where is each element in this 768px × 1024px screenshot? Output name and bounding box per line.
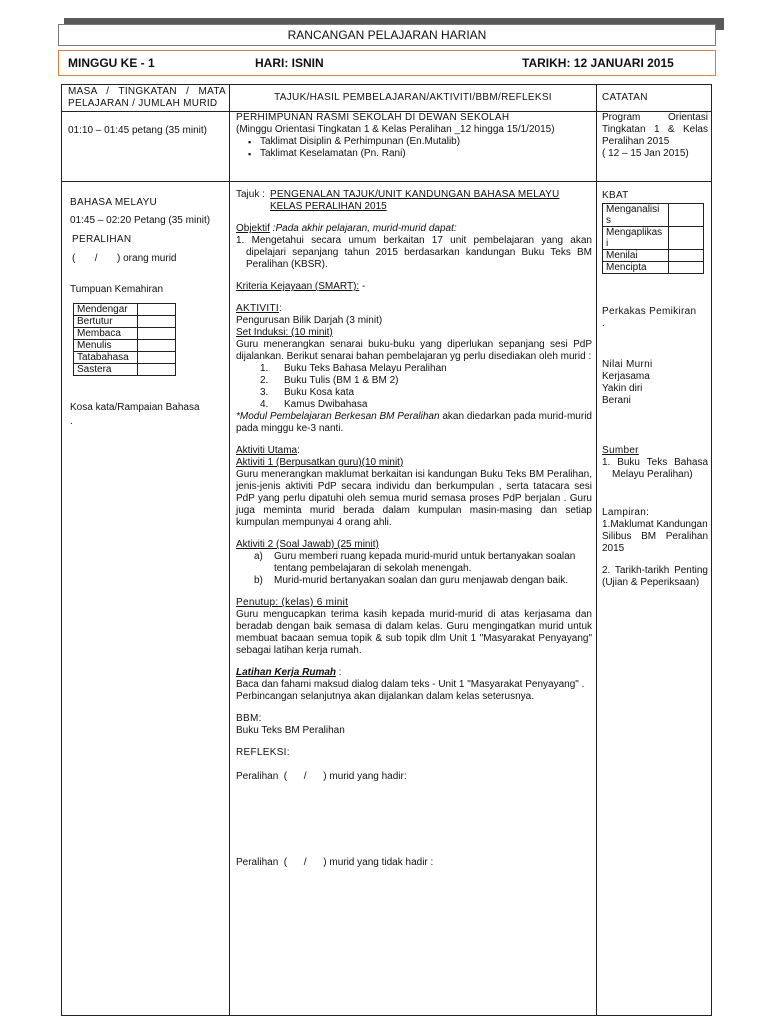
lampiran-label: Lampiran: xyxy=(602,507,650,518)
kriteria-label: Kriteria Kejayaan (SMART): xyxy=(236,281,360,292)
sumber-label: Sumber xyxy=(602,445,639,456)
bbm-label: BBM: xyxy=(236,713,262,724)
subject-label: BAHASA MELAYU xyxy=(70,197,158,208)
skills-table xyxy=(73,303,176,376)
kbat-item: Menilai xyxy=(603,250,669,262)
pengurusan: Pengurusan Bilik Darjah (3 minit) xyxy=(236,315,383,326)
murid-count: ( / ) orang murid xyxy=(72,253,177,264)
hari-label: HARI: ISNIN xyxy=(255,56,324,70)
kosa-label: Kosa kata/Rampaian Bahasa xyxy=(70,402,200,413)
document-title: RANCANGAN PELAJARAN HARIAN xyxy=(58,24,716,46)
tidak-hadir-line: Peralihan ( / ) murid yang tidak hadir : xyxy=(236,857,434,868)
nilai-item: Yakin diri xyxy=(602,383,643,394)
row1-subtitle: (Minggu Orientasi Tingkatan 1 & Kelas Peralihan _12 hingga 15/1/2015) xyxy=(236,124,555,135)
hadir-line: Peralihan ( / ) murid yang hadir: xyxy=(236,771,407,782)
aktiviti2-label: Aktiviti 2 (Soal Jawab) (25 minit) xyxy=(236,539,379,550)
skill-item: Menulis xyxy=(74,340,138,352)
tajuk-label: Tajuk : xyxy=(236,189,265,200)
objektif-intro: :Pada akhir pelajaran, murid-murid dapat: xyxy=(269,223,457,234)
aktiviti-label: AKTIVITI xyxy=(236,303,279,314)
sumber-item: 1. Buku Teks Bahasa xyxy=(602,457,708,468)
latihan-label: Latihan Kerja Rumah xyxy=(236,667,337,678)
refleksi-label: REFLEKSI: xyxy=(236,747,290,758)
modul-note: *Modul Pembelajaran Berkesan BM Peralihan akan diedarkan pada murid-murid pada minggu ke-3 nanti. xyxy=(236,411,592,434)
aktiviti2-a: a) Guru memberi ruang kepada murid-murid untuk bertanyakan soalan tentang pembelajaran di sekolah menengah. xyxy=(254,551,576,574)
list-item: 2. Buku Tulis (BM 1 & BM 2) xyxy=(260,375,399,386)
row1-content xyxy=(236,112,592,160)
perkakas-label: Perkakas Pemikiran xyxy=(602,306,697,317)
nilai-block xyxy=(602,359,706,407)
list-item: 3. Buku Kosa kata xyxy=(260,387,355,398)
skill-item: Membaca xyxy=(74,328,138,340)
utama-label: Aktiviti Utama xyxy=(236,445,298,456)
lesson-table xyxy=(61,84,712,1016)
lampiran-block: Lampiran: 1.Maklumat Kandungan Silibus BM Peralihan 2015 2. Tarikh-tarikh Penting (Ujian & Peperiksaan) xyxy=(602,507,708,588)
col3-header: CATATAN xyxy=(602,92,648,103)
objektif-label: Objektif xyxy=(236,223,270,234)
sumber-block: Sumber 1. Buku Teks Bahasa Melayu Peralihan) xyxy=(602,445,708,480)
row1-divider xyxy=(62,181,711,182)
row1-note: Program Orientasi Tingkatan 1 & Kelas Peralihan 2015 ( 12 – 15 Jan 2015) xyxy=(602,112,708,159)
col2-header: TAJUK/HASIL PEMBELAJARAN/AKTIVITI/BBM/REFLEKSI xyxy=(274,92,552,103)
row1-time: 01:10 – 01:45 petang (35 minit) xyxy=(68,125,207,136)
column-divider-1 xyxy=(229,85,230,1015)
set-induksi-text: Guru menerangkan senarai buku-buku yang diperlukan sepanjang sesi PdP dijalankan. Berikut senarai bahan pembelajaran yg perlu disediakan oleh murid : xyxy=(236,339,592,362)
aktiviti1-label: Aktiviti 1 (Berpusatkan guru)(10 minit) xyxy=(236,457,404,468)
nilai-label: Nilai Murni xyxy=(602,359,653,370)
subject-time: 01:45 – 02:20 Petang (35 minit) xyxy=(70,215,211,226)
nilai-item: Kerjasama xyxy=(602,371,650,382)
aktiviti2-b: b) Murid-murid bertanyakan soalan dan guru menjawab dengan baik. xyxy=(254,575,569,586)
set-induksi-label: Set Induksi: (10 minit) xyxy=(236,327,333,338)
class-label: PERALIHAN xyxy=(72,234,132,245)
list-item: 4. Kamus Dwibahasa xyxy=(260,399,368,410)
kbat-item: Mencipta xyxy=(603,262,669,274)
lesson-body: Tajuk : PENGENALAN TAJUK/UNIT KANDUNGAN BAHASA MELAYU KELAS PERALIHAN 2015 Objektif :Pada akhir pelajaran, murid-murid dapat: 1. Mengetahui secara umum berkaitan 17 unit pembelajaran yang akan dipelajari sepanjang tahun 2015 berdasarkan kandungan Buku Teks BM Peralihan (KBSR). Kriteria Kejayaan (SMART): - AKTIVITI: Pengurusan Bilik Darjah (3 minit) Set Induksi: (10 minit) Guru menerangkan senarai buku-buku yang diperlukan sepanjang sesi PdP dijalankan. Berikut senarai bahan pembelajaran yg perlu disediakan oleh murid : 1. Buku Teks Bahasa Melayu Peralihan 2. Buku Tulis (BM 1 & BM 2) 3. Buku Kosa kata 4. Kamus Dwibahasa *Modul Pembelajaran Berkesan BM Peralihan akan diedarkan pada murid-murid pada minggu ke-3 nanti. Aktiviti Utama: Aktiviti 1 (Berpusatkan guru)(10 minit) Guru menerangkan maklumat berkaitan isi kandungan Buku Teks BM Peralihan, jenis-jenis aktiviti PdP secara individu dan berkumpulan , serta tatacara sesi PdP yang perlu dipatuhi oleh semua murid semasa proses PdP berjalan . Guru juga meminta murid berada dalam kumpulan masin-masing dan setiap kumpulan mempunyai 4 orang ahli. Aktiviti 2 (Soal Jawab) (25 minit) a) Guru memberi ruang kepada murid-murid untuk bertanyakan soalan tentang pembelajaran di sekolah menengah. b) Murid-murid bertanyakan soalan dan guru menjawab dengan baik. Penutup: (kelas) 6 minit Guru mengucapkan terima kasih kepada murid-murid di atas kerjasama dan beradab dengan baik semasa di dalam kelas. Guru mengingatkan murid untuk membuat bacaan semua topik & sub topik dlm Unit 1 "Masyarakat Penyayang" sebagai latihan kerja rumah. Latihan Kerja Rumah : Baca dan fahami maksud dialog dalam teks - Unit 1 "Masyarakat Penyayang" . Perbincangan selanjutnya akan dijalankan dalam kelas seterusnya. BBM: Buku Teks BM Peralihan REFLEKSI: Peralihan ( / ) murid yang hadir: Peralihan ( / ) murid yang tidak hadir : xyxy=(236,189,592,868)
kbat-item: Menganalisi s xyxy=(603,204,669,227)
skill-item: Mendengar xyxy=(74,304,138,316)
latihan-text: Baca dan fahami maksud dialog dalam teks - Unit 1 "Masyarakat Penyayang" . Perbincangan selanjutnya akan dijalankan dalam kelas seterusnya. xyxy=(236,679,585,702)
column-divider-2 xyxy=(596,85,597,1015)
kbat-label: KBAT xyxy=(602,190,629,201)
aktiviti1-text: Guru menerangkan maklumat berkaitan isi kandungan Buku Teks BM Peralihan, jenis-jenis aktiviti PdP secara individu dan berkumpulan , serta tatacara sesi PdP yang perlu dipatuhi oleh semua murid semasa proses PdP berjalan . Guru juga meminta murid berada dalam kumpulan masin-masing dan setiap kumpulan mempunyai 4 orang ahli. xyxy=(236,469,592,528)
kbat-item: Mengaplikas i xyxy=(603,227,669,250)
perkakas-value: . xyxy=(602,318,605,329)
row1-title: PERHIMPUNAN RASMI SEKOLAH DI DEWAN SEKOLAH xyxy=(236,112,510,123)
penutup-label: Penutup: (kelas) 6 minit xyxy=(236,597,349,608)
row1-bullet: ▪ Taklimat Keselamatan (Pn. Rani) xyxy=(236,148,592,160)
skill-item: Sastera xyxy=(74,364,138,376)
bbm-value: Buku Teks BM Peralihan xyxy=(236,725,345,736)
row1-bullet: ▪ Taklimat Disiplin & Perhimpunan (En.Mutalib) xyxy=(236,136,592,148)
tarikh-label: TARIKH: 12 JANUARI 2015 xyxy=(522,56,674,70)
list-item: 1. Buku Teks Bahasa Melayu Peralihan xyxy=(260,363,447,374)
tajuk-line2: KELAS PERALIHAN 2015 xyxy=(270,201,387,212)
skill-item: Tatabahasa xyxy=(74,352,138,364)
books-list xyxy=(236,363,592,411)
nilai-item: Berani xyxy=(602,395,631,406)
kosa-value: . xyxy=(70,416,73,427)
info-bar xyxy=(58,50,716,76)
kbat-table xyxy=(602,203,704,274)
col1-header: MASA / TINGKATAN / MATA PELAJARAN / JUMLAH MURID xyxy=(68,86,226,109)
tajuk-line1: PENGENALAN TAJUK/UNIT KANDUNGAN BAHASA MELAYU xyxy=(270,189,560,200)
penutup-text: Guru mengucapkan terima kasih kepada murid-murid di atas kerjasama dan beradab dengan baik semasa di dalam kelas. Guru mengingatkan murid untuk membuat bacaan semua topik & sub topik dlm Unit 1 "Masyarakat Penyayang" sebagai latihan kerja rumah. xyxy=(236,609,592,656)
objektif-item: 1. Mengetahui secara umum berkaitan 17 unit pembelajaran yang akan dipelajari sepanjang tahun 2015 berdasarkan kandungan Buku Teks BM Peralihan (KBSR). xyxy=(236,235,592,270)
minggu-label: MINGGU KE - 1 xyxy=(68,56,155,70)
tumpuan-label: Tumpuan Kemahiran xyxy=(70,284,164,295)
skill-item: Bertutur xyxy=(74,316,138,328)
